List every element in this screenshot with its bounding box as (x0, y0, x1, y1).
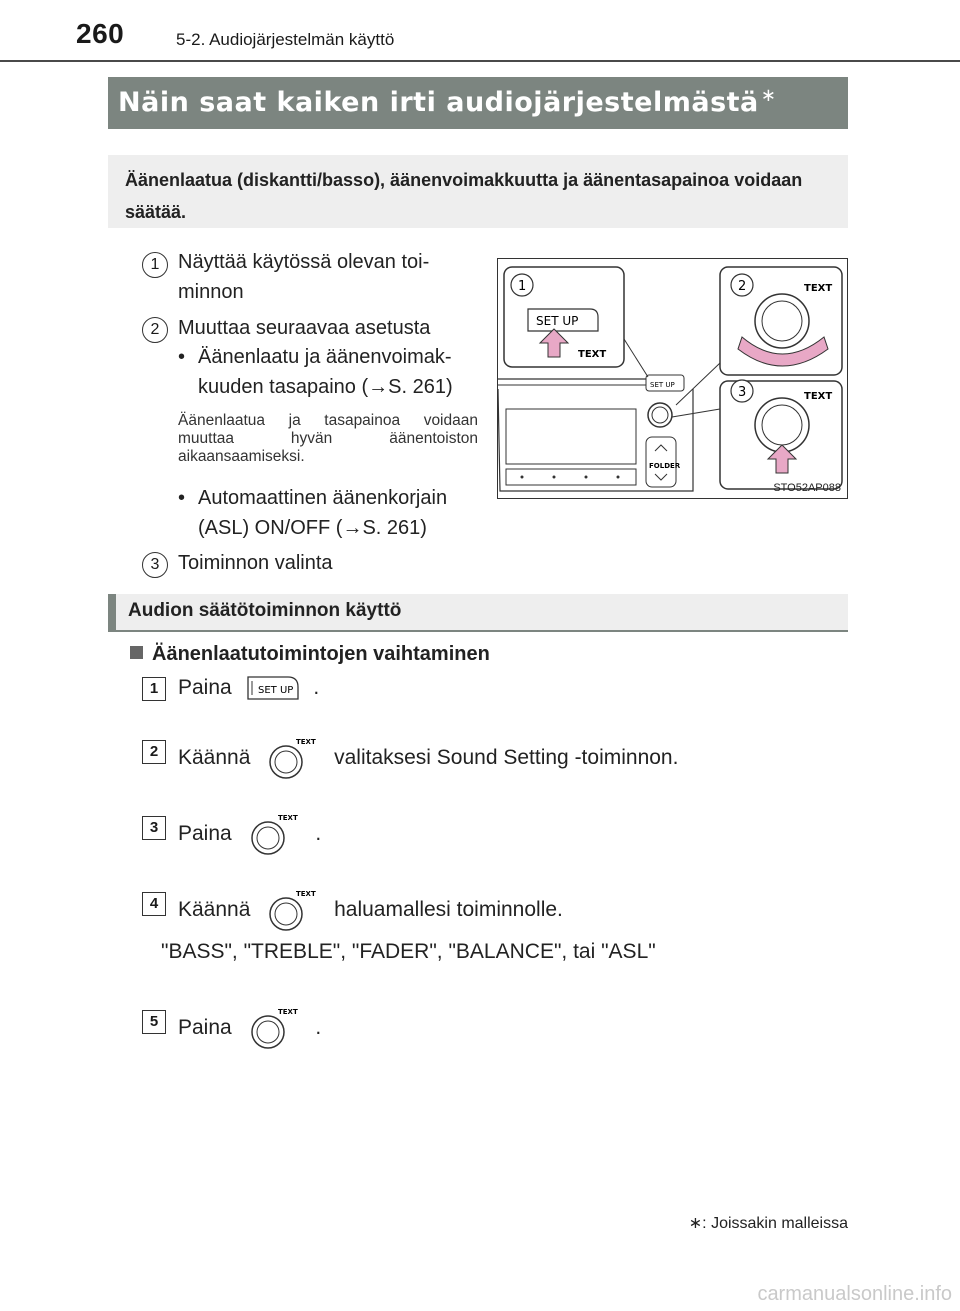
bullet-1-line-2: kuuden tasapaino (→S. 261) (198, 376, 453, 398)
step-number: 1 (142, 677, 166, 701)
step-text-after: . (315, 822, 322, 845)
step-1 (142, 677, 842, 717)
step-2 (142, 740, 842, 780)
watermark: carmanualsonline.info (757, 1283, 952, 1305)
step-text (178, 888, 563, 932)
step-3 (142, 816, 842, 856)
callout-1-line-1: Näyttää käytössä olevan toi- (178, 251, 430, 273)
step-number: 3 (142, 816, 166, 840)
bullet-2-text-1: Automaattinen äänenkorjain (198, 487, 448, 509)
options-list: "BASS", "TREBLE", "FADER", "BALANCE", tai "ASL" (161, 940, 656, 963)
audio-panel-illustration (498, 259, 846, 497)
knob-text-label: TEXT (277, 1008, 298, 1016)
bullet-1-line-1 (178, 343, 452, 372)
figure-text-label-a: TEXT (578, 349, 607, 360)
callout-2-note: Äänenlaatua ja tasapainoa voidaan muuttaa hyvän äänentoiston aikaansaamiseksi. (178, 412, 478, 465)
knob-icon (262, 736, 322, 780)
step-text (178, 736, 678, 780)
step-text (178, 673, 319, 703)
figure-text-label-c: TEXT (804, 391, 833, 402)
setup-button-icon (244, 673, 302, 703)
figure-callout-3: 3 (738, 385, 747, 400)
knob-text-label: TEXT (296, 890, 316, 898)
step-text-before: Paina (178, 1016, 232, 1039)
step-text-before: Paina (178, 822, 232, 845)
subheading (130, 643, 490, 666)
figure-callout-1: 1 (518, 279, 527, 294)
figure-setup-label: SET UP (536, 314, 579, 328)
step-text-after: valitaksesi Sound Setting -toiminnon. (334, 746, 679, 769)
asterisk-mark: ∗ (760, 85, 777, 106)
step-5 (142, 1010, 842, 1050)
section-title (118, 85, 776, 118)
figure-id: STO52AP088 (773, 482, 841, 494)
knob-icon (244, 1006, 304, 1050)
bullet-dot: • (178, 487, 186, 509)
square-bullet-icon (130, 646, 143, 659)
step-number: 2 (142, 740, 166, 764)
audio-panel-figure (497, 258, 848, 499)
panel-folder-label: FOLDER (649, 462, 681, 470)
step-text-after: . (315, 1016, 322, 1039)
callout-number-3: 3 (142, 552, 168, 578)
bullet-dot: • (178, 346, 186, 368)
chapter-title: 5-2. Audiojärjestelmän käyttö (176, 30, 395, 49)
callout-1-line-2: minnon (178, 281, 244, 303)
knob-text-label: TEXT (296, 738, 316, 746)
callout-3-line-1: Toiminnon valinta (178, 552, 333, 574)
knob-text-label: TEXT (277, 814, 298, 822)
step-4 (142, 892, 842, 932)
section-title-text: Näin saat kaiken irti audiojärjestelmästä (118, 87, 759, 118)
page-header (76, 18, 960, 58)
knob-icon (244, 812, 304, 856)
step-text (178, 1006, 321, 1050)
callout-2-line-1: Muuttaa seuraavaa asetusta (178, 317, 431, 339)
intro-text: Äänenlaatua (diskantti/basso), äänenvoimakkuutta ja äänentasapainoa voidaan säätää. (125, 170, 803, 222)
step-text-after: . (313, 676, 320, 699)
callout-number-1: 1 (142, 252, 168, 278)
step-number: 4 (142, 892, 166, 916)
page-number: 260 (76, 18, 125, 49)
panel-setup-small-label: SET UP (650, 381, 675, 389)
bullet-2-line-1 (178, 484, 447, 513)
section2-title: Audion säätötoiminnon käyttö (128, 600, 402, 621)
step-text-before: Käännä (178, 898, 251, 921)
step-text-before: Paina (178, 676, 232, 699)
intro-box (108, 155, 848, 228)
callout-number-2: 2 (142, 317, 168, 343)
section2-header (108, 594, 848, 632)
step-number: 5 (142, 1010, 166, 1034)
bullet-1-text-1: Äänenlaatu ja äänenvoimak- (198, 346, 452, 368)
figure-text-label-b: TEXT (804, 283, 833, 294)
step-text (178, 812, 321, 856)
step-text-after: haluamallesi toiminnolle. (334, 898, 563, 921)
step-text-before: Käännä (178, 746, 251, 769)
figure-callout-2: 2 (738, 279, 747, 294)
bullet-2-line-2: (ASL) ON/OFF (→S. 261) (198, 517, 427, 539)
section-title-bar (108, 77, 848, 129)
footnote: ∗: Joissakin malleissa (688, 1215, 848, 1232)
knob-icon (262, 888, 322, 932)
subheading-text: Äänenlaatutoimintojen vaihtaminen (152, 643, 490, 665)
setup-icon-label: SET UP (257, 685, 293, 696)
header-rule (0, 60, 960, 62)
